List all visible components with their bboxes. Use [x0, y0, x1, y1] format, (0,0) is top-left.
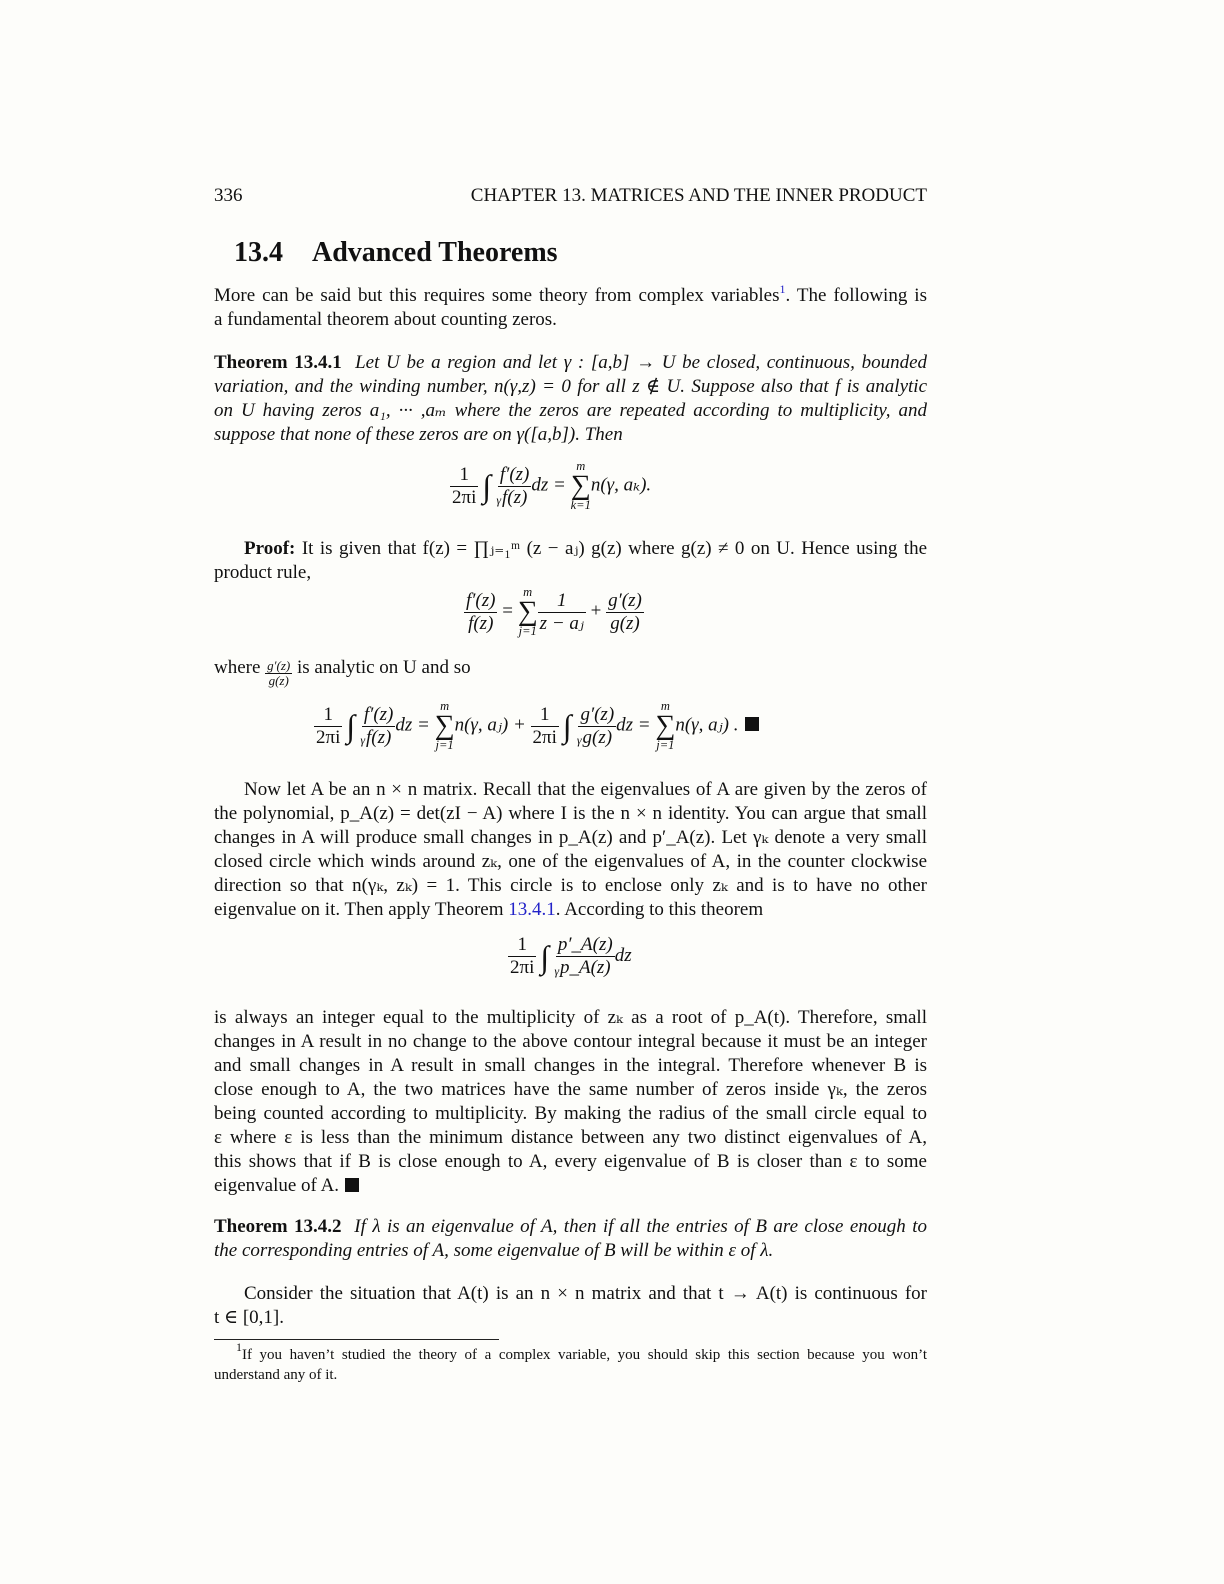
para3-line-8: eigenvalue of A.: [214, 1174, 927, 1198]
section-title: Advanced Theorems: [312, 237, 558, 268]
summation: m ∑ k=1: [570, 459, 591, 512]
theorem-1-line-2: variation, and the winding number, n(γ,z) = 0 for all z ∉ U. Suppose also that f is analytic: [214, 376, 927, 397]
section-number: 13.4: [234, 237, 283, 268]
footnote-line-1: $^1$If you haven’t studied the theory of a complex variable, you should skip this section because you won’t: [236, 1340, 927, 1363]
para2-line-3: changes in A will produce small changes in p_A(z) and p′_A(z). Let γₖ denote a very small: [214, 827, 927, 848]
proof-integral-equation: $\frac{1}{2\pi i}$ ∫ γ $\frac{f'(z)}{f(z)}$ dz = m ∑ j=1 n(γ, aⱼ) + $\frac{1}{2\pi i}$ ∫ γ $\frac{g'(z)}{g(z)}$ dz = m ∑ j=1 n(γ, aⱼ) .: [314, 700, 759, 752]
theorem-1-line-4: suppose that none of these zeros are on γ([a,b]). Then: [214, 424, 623, 445]
para3-line-1: is always an integer equal to the multiplicity of zₖ as a root of p_A(t). Therefore, small: [214, 1007, 927, 1028]
para4-line-1: Consider the situation that A(t) is an n × n matrix and that t → A(t) is continuous for: [244, 1283, 927, 1304]
para2-line-6: eigenvalue on it. Then apply Theorem 13.4.1. According to this theorem: [214, 899, 764, 920]
footnote-rule: [214, 1339, 499, 1340]
chapter-title: CHAPTER 13. MATRICES AND THE INNER PRODUCT: [470, 185, 927, 206]
para4-line-2: t ∈ [0,1].: [214, 1307, 284, 1328]
summation: m ∑ j=1: [517, 585, 538, 638]
para3-line-3: and small changes in A result in small changes in the integral. Therefore whenever B is: [214, 1055, 927, 1076]
para3-line-4: close enough to A, the two matrices have the same number of zeros inside γₖ, the zeros: [214, 1079, 927, 1100]
theorem-1-equation: $\frac{1}{2\pi i}$ ∫ γ $\frac{f'(z)}{f(z)}$ dz = m ∑ k=1 n(γ, aₖ).: [452, 459, 652, 512]
footnote-reference-link[interactable]: 1: [779, 282, 786, 296]
theorem-1-label: Theorem 13.4.1: [214, 352, 342, 373]
integral-sign: ∫ γ: [540, 938, 560, 978]
theorem-2-line-2: the corresponding entries of A, some eigenvalue of B will be within ε of λ.: [214, 1240, 774, 1261]
integral-sign: ∫ γ: [482, 468, 502, 507]
integral-sign: ∫ γ: [346, 708, 366, 747]
proof-line-2: product rule,: [214, 562, 312, 583]
para2-line-5: direction so that n(γₖ, zₖ) = 1. This circle is to enclose only zₖ and is to have no other: [214, 875, 927, 896]
qed-square-icon: [745, 717, 759, 731]
theorem-1-line-3: on U having zeros a₁, ··· ,aₘ where the zeros are repeated according to multiplicity, and: [214, 400, 927, 421]
theorem-2-line-1: Theorem 13.4.2 If λ is an eigenvalue of A, then if all the entries of B are close enough to: [214, 1216, 928, 1237]
intro-line-1: More can be said but this requires some theory from complex variables$^1$. The following is: [214, 282, 927, 306]
section-heading: [234, 236, 558, 270]
contour-integral-equation: $\frac{1}{2\pi i}$ ∫ γ $\frac{p'\_A(z)}{p\_A(z)}$ dz: [510, 934, 632, 978]
proof-label: Proof:: [244, 538, 296, 559]
proof-where-line: where $\frac{g'(z)}{g(z)}$ is analytic on U and so: [214, 657, 471, 688]
para3-line-2: changes in A result in no change to the above contour integral because it must be an integer: [214, 1031, 927, 1052]
theorem-2-label: Theorem 13.4.2: [214, 1216, 342, 1237]
para3-line-6: ε where ε is less than the minimum distance between any two distinct eigenvalues of A,: [214, 1127, 927, 1148]
running-header: [214, 184, 927, 208]
footnote-mark: 1: [236, 1340, 242, 1354]
theorem-reference-link[interactable]: 13.4.1: [508, 899, 556, 920]
theorem-1-line-1: Theorem 13.4.1 Let U be a region and let γ : [a,b] → U be closed, continuous, bounded: [214, 352, 928, 373]
proof-line-1: Proof: It is given that f(z) = ∏ⱼ₌₁ᵐ (z − aⱼ) g(z) where g(z) ≠ 0 on U. Hence using the: [244, 538, 927, 559]
page-number: 336: [214, 185, 243, 206]
footnote-line-2: understand any of it.: [214, 1367, 338, 1383]
para2-line-4: closed circle which winds around zₖ, one of the eigenvalues of A, in the counter clockwise: [214, 851, 927, 872]
intro-line-2: a fundamental theorem about counting zeros.: [214, 309, 557, 330]
qed-square-icon: [345, 1178, 359, 1192]
para2-line-1: Now let A be an n × n matrix. Recall that the eigenvalues of A are given by the zeros of: [244, 779, 927, 800]
para3-line-7: this shows that if B is close enough to A, every eigenvalue of B is closer than ε to some: [214, 1151, 927, 1172]
product-rule-equation: $\frac{f'(z)}{f(z)}$ = m ∑ j=1 $\frac{1}{\text{z − aⱼ}}$ + $\frac{g'(z)}{g(z)}$: [466, 585, 642, 638]
coefficient-fraction: $\frac{1}{2\pi i}$: [452, 463, 477, 508]
para3-line-5: being counted according to multiplicity. By making the radius of the small circle equal to: [214, 1103, 927, 1124]
integrand-fraction: $\frac{f'(z)}{f(z)}$: [499, 463, 530, 508]
para2-line-2: the polynomial, p_A(z) = det(zI − A) where I is the n × n identity. You can argue that small: [214, 803, 927, 824]
